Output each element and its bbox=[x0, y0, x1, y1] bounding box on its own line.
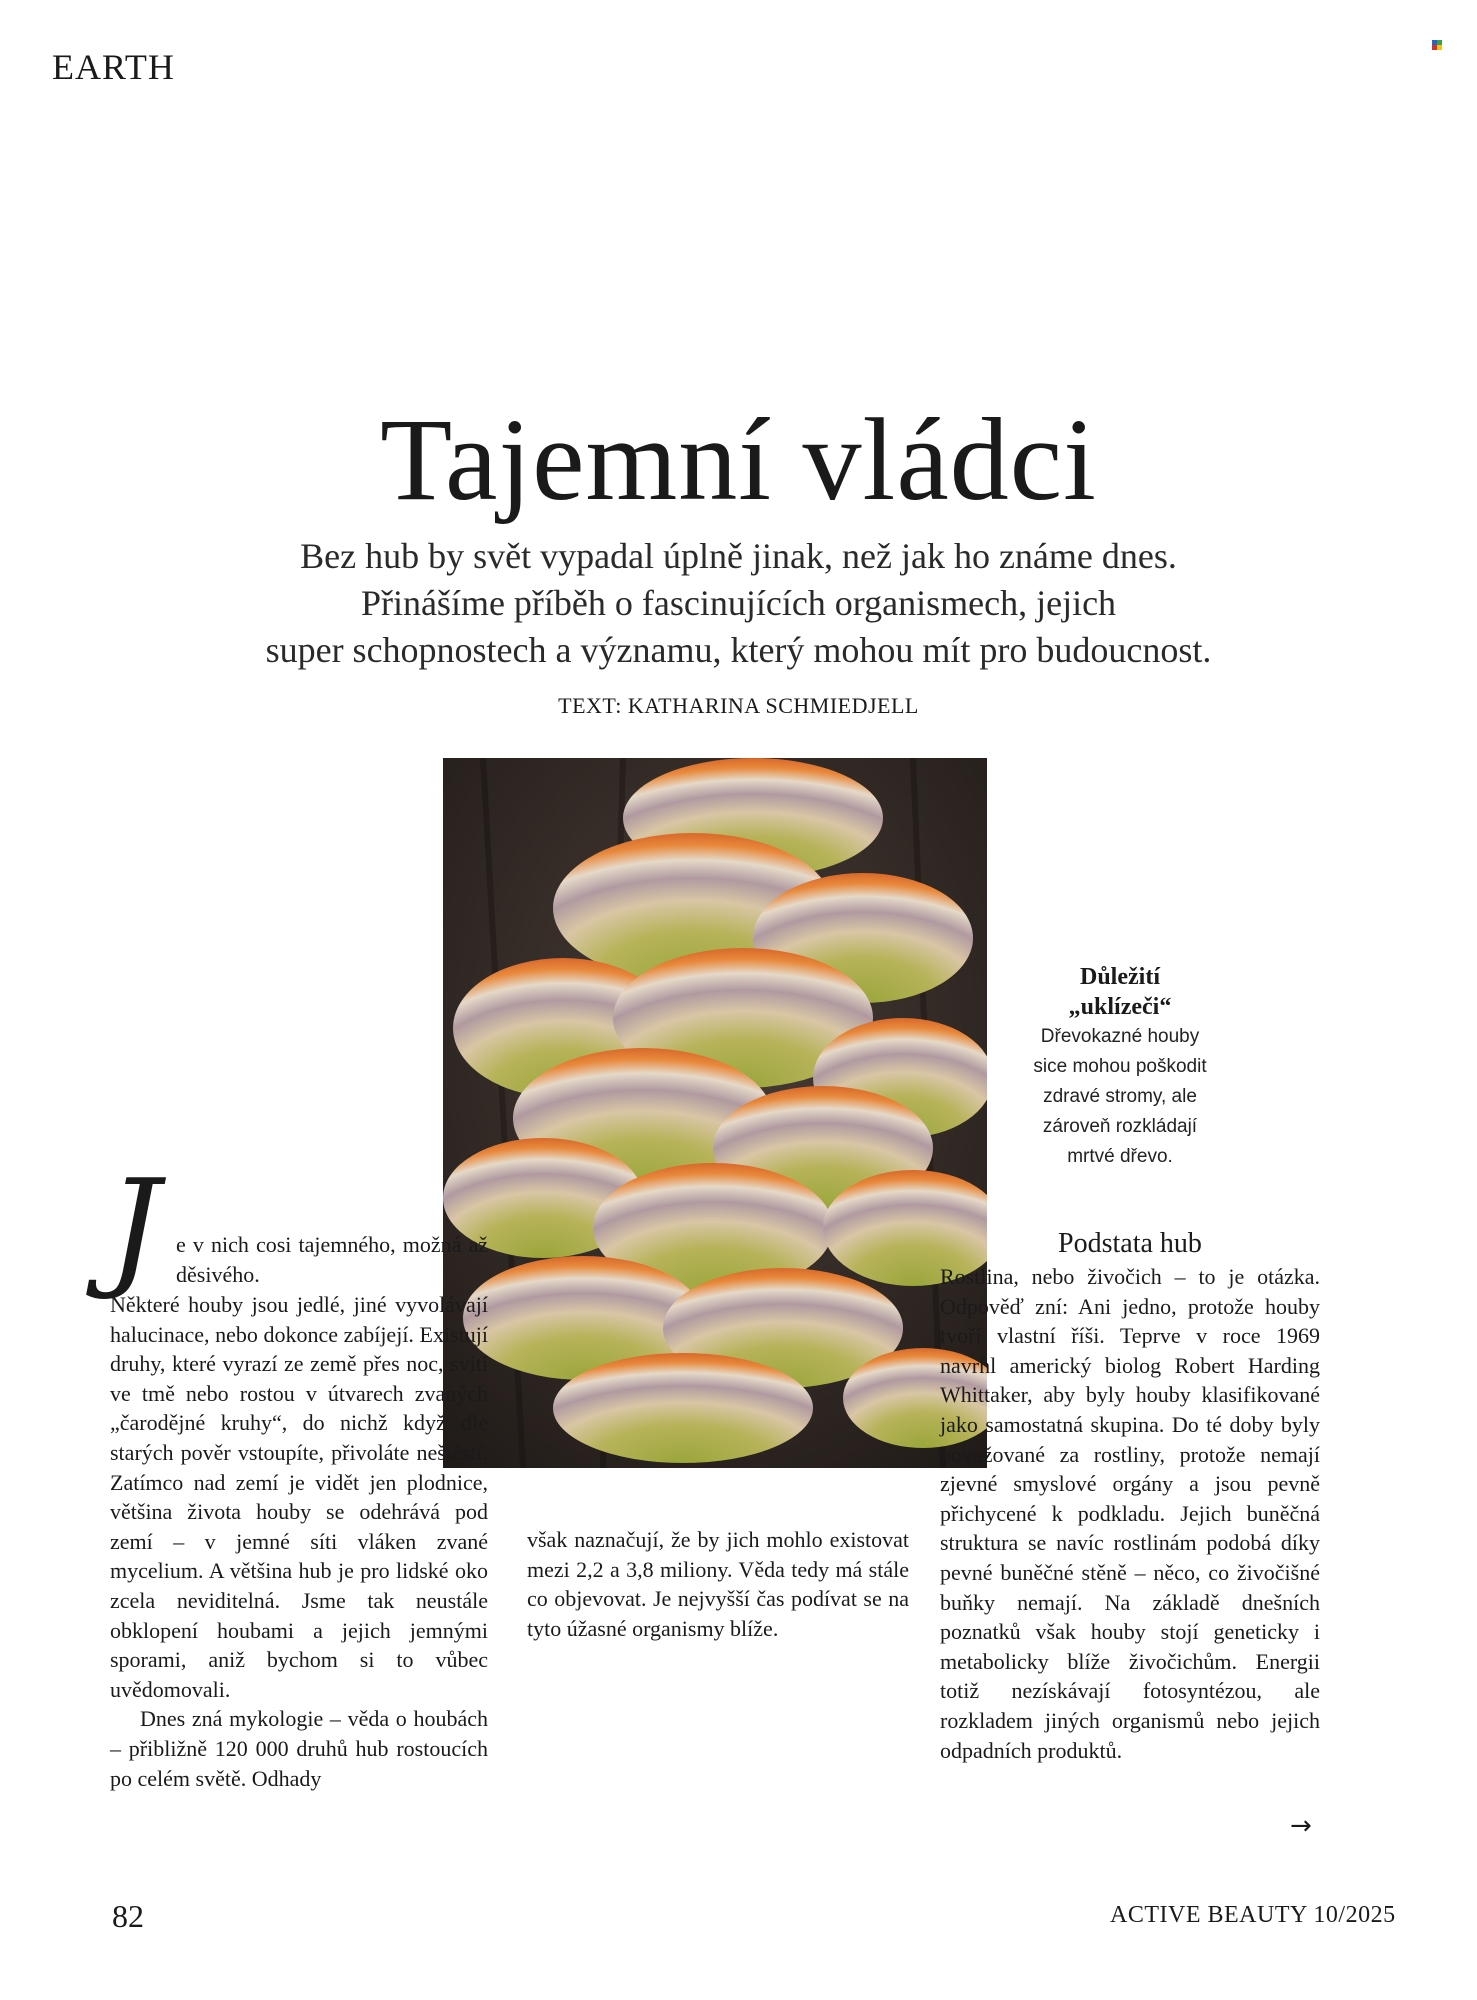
section-label: EARTH bbox=[52, 47, 175, 87]
caption-title-line: Důležití bbox=[1080, 964, 1160, 990]
caption-title bbox=[1000, 962, 1240, 1022]
caption-line: zároveň rozkládají bbox=[1042, 1116, 1198, 1137]
corner-logo-mark bbox=[1432, 40, 1442, 50]
photo-caption bbox=[1000, 962, 1240, 1172]
caption-line: Dřevokazné houby bbox=[1040, 1026, 1200, 1047]
paragraph: Dnes zná mykologie – věda o houbách – přibližně 120 000 druhů hub rostoucích po celém světě. Odhady bbox=[110, 1706, 488, 1791]
magazine-issue: ACTIVE BEAUTY 10/2025 bbox=[1110, 1902, 1396, 1928]
continue-arrow-icon: → bbox=[1290, 1811, 1312, 1841]
body-column-1-intro bbox=[110, 1230, 488, 1289]
article-subtitle bbox=[120, 533, 1357, 674]
caption-line: mrtvé dřevo. bbox=[1067, 1146, 1173, 1167]
caption-line: sice mohou poškodit bbox=[1033, 1056, 1207, 1077]
subtitle-line: super schopnostech a významu, který mohou mít pro budoucnost. bbox=[265, 630, 1212, 670]
byline: TEXT: KATHARINA SCHMIEDJELL bbox=[558, 693, 919, 718]
bracket-fungus-illustration bbox=[443, 758, 987, 1468]
intro-text: e v nich cosi tajemného, možná až děsivého. bbox=[176, 1232, 488, 1287]
body-column-2 bbox=[527, 1525, 909, 1643]
drop-cap: J bbox=[108, 1151, 161, 1303]
paragraph: však naznačují, že by jich mohlo existovat mezi 2,2 a 3,8 miliony. Věda tedy má stále co objevovat. Je nejvyšší čas podívat se na tyto úžasné organismy blíže. bbox=[527, 1527, 909, 1641]
caption-body bbox=[1000, 1022, 1240, 1172]
body-column-3 bbox=[940, 1262, 1320, 1765]
paragraph: Některé houby jsou jedlé, jiné vyvolávají halucinace, nebo dokonce zabíjejí. Existují druhy, které vyrazí ze země přes noc, svítí ve tmě nebo rostou v útvarech zvaných „čarodějné kruhy“, do nichž když dle starých pověr vstoupíte, přivoláte neštěstí. Zatímco nad zemí je vidět jen plodnice, většina života houby se odehrává pod zemí – v jemné síti vláken zvané mycelium. A většina hub je pro lidské oko zcela neviditelná. Jsme tak neustále obklopení houbami a jejich jemnými sporami, aniž bychom si to vůbec uvědomovali. bbox=[110, 1292, 488, 1702]
paragraph: Rostlina, nebo živočich – to je otázka. Odpověď zní: Ani jedno, protože houby tvoří vlastní říši. Teprve v roce 1969 navrhl americký biolog Robert Harding Whittaker, aby byly houby klasifikované jako samostatná skupina. Do té doby byly považované za rostliny, protože nemají zjevné smyslové orgány a jsou pevně přichycené k podkladu. Jejich buněčná struktura se navíc rostlinám podobá díky pevné buněčné stěně – něco, co živočišné buňky nemají. Na základě dnešních poznatků však houby stojí geneticky i metabolicky blíže živočichům. Energii totiž nezískávají fotosyntézou, ale rozkladem jiných organismů nebo jejich odpadních produktů. bbox=[940, 1264, 1320, 1763]
caption-title-line: „uklízeči“ bbox=[1068, 994, 1172, 1020]
mushroom-photo bbox=[443, 758, 987, 1468]
subtitle-line: Přinášíme příběh o fascinujících organismech, jejich bbox=[360, 583, 1117, 623]
page-number: 82 bbox=[112, 1898, 144, 1934]
subtitle-line: Bez hub by svět vypadal úplně jinak, než jak ho známe dnes. bbox=[300, 536, 1177, 576]
caption-line: zdravé stromy, ale bbox=[1043, 1086, 1197, 1107]
article-title: Tajemní vládci bbox=[380, 394, 1097, 525]
section-subheading: Podstata hub bbox=[1058, 1228, 1202, 1259]
body-column-1 bbox=[110, 1290, 488, 1793]
